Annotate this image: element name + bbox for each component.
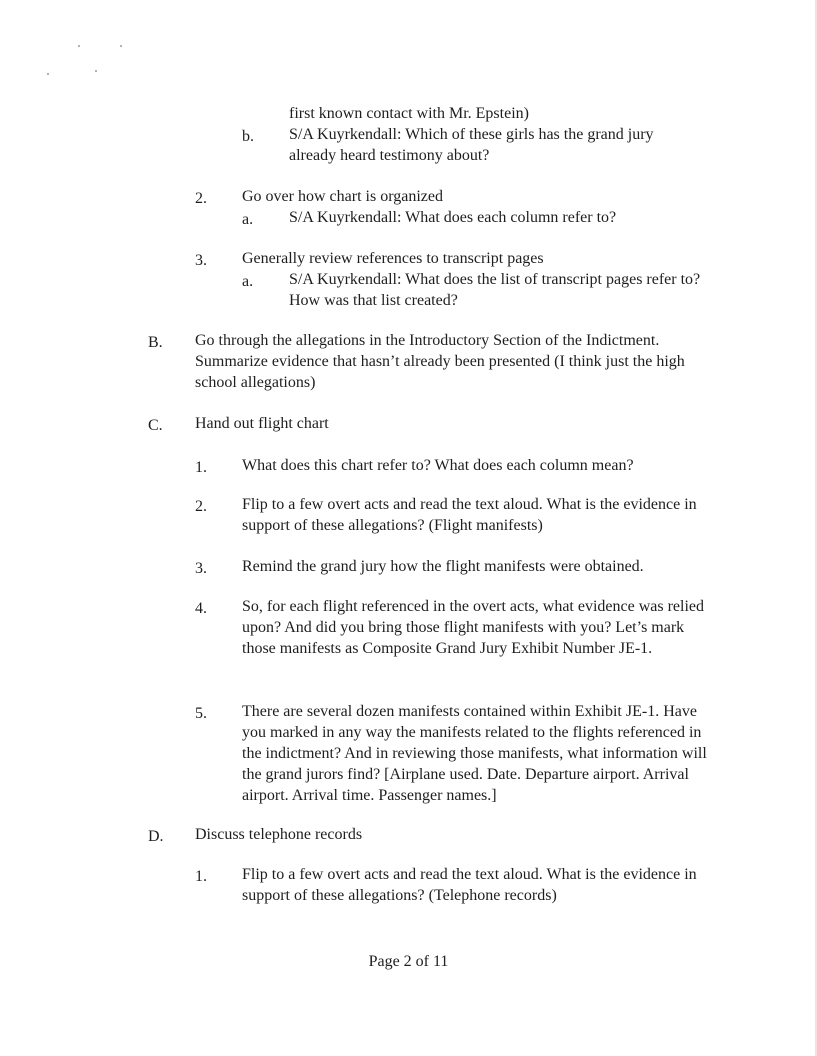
section-d-item-1-text: Flip to a few overt acts and read the text aloud. What is the evidence in support of these allegations? (Telephone records) — [242, 866, 697, 904]
item-2a-text: S/A Kuyrkendall: What does each column refer to? — [289, 209, 617, 226]
section-c-item-4-text: So, for each flight referenced in the overt acts, what evidence was relied upon? And did you bring those flight manifests with you? Let’s mark those manifests as Composite Grand Jury Exhibit Number JE-1. — [242, 598, 705, 657]
section-c-item-1-label: 1. — [195, 459, 207, 476]
section-c-item-5-label: 5. — [195, 705, 207, 722]
section-c-item-3-text: Remind the grand jury how the flight manifests were obtained. — [242, 558, 644, 575]
section-c-item-5-text: There are several dozen manifests contained within Exhibit JE-1. Have you marked in any way the manifests related to the flights referenced in the indictment? And in reviewing those manifests, what information will the grand jurors find? [Airplane used. Date. Departure airport. Arrival airport. Arrival time. Passenger names.] — [242, 703, 707, 804]
section-c-item-1-text: What does this chart refer to? What does each column mean? — [242, 457, 634, 474]
scan-speck — [95, 70, 97, 72]
item-2a-label: a. — [242, 211, 254, 228]
item-2-label: 2. — [195, 190, 207, 207]
section-c-text: Hand out flight chart — [195, 415, 329, 432]
item-b-label: b. — [242, 128, 254, 145]
item-3a-text: S/A Kuyrkendall: What does the list of transcript pages refer to? How was that list created? — [289, 271, 701, 309]
section-c-item-2-text: Flip to a few overt acts and read the text aloud. What is the evidence in support of these allegations? (Flight manifests) — [242, 496, 697, 534]
section-d-text: Discuss telephone records — [195, 826, 363, 843]
section-c-item-4-label: 4. — [195, 600, 207, 617]
section-c-label: C. — [148, 417, 163, 434]
scan-speck — [47, 73, 49, 75]
section-b-text: Go through the allegations in the Introductory Section of the Indictment. Summarize evidence that hasn’t already been presented (I think just the high school allegations) — [195, 332, 685, 391]
item-3-text: Generally review references to transcript pages — [242, 250, 544, 267]
section-d-label: D. — [148, 828, 164, 845]
item-b-text: S/A Kuyrkendall: Which of these girls has the grand jury already heard testimony about? — [289, 126, 654, 164]
item-2-text: Go over how chart is organized — [242, 188, 443, 205]
section-c-item-3-label: 3. — [195, 560, 207, 577]
continued-item-text: first known contact with Mr. Epstein) — [289, 105, 529, 122]
scan-speck — [120, 45, 122, 47]
section-c-item-2-label: 2. — [195, 498, 207, 515]
page-number: Page 2 of 11 — [368, 953, 449, 970]
scan-speck — [78, 45, 80, 47]
section-d-item-1-label: 1. — [195, 868, 207, 885]
item-3-label: 3. — [195, 252, 207, 269]
item-3a-label: a. — [242, 273, 254, 290]
section-b-label: B. — [148, 334, 163, 351]
